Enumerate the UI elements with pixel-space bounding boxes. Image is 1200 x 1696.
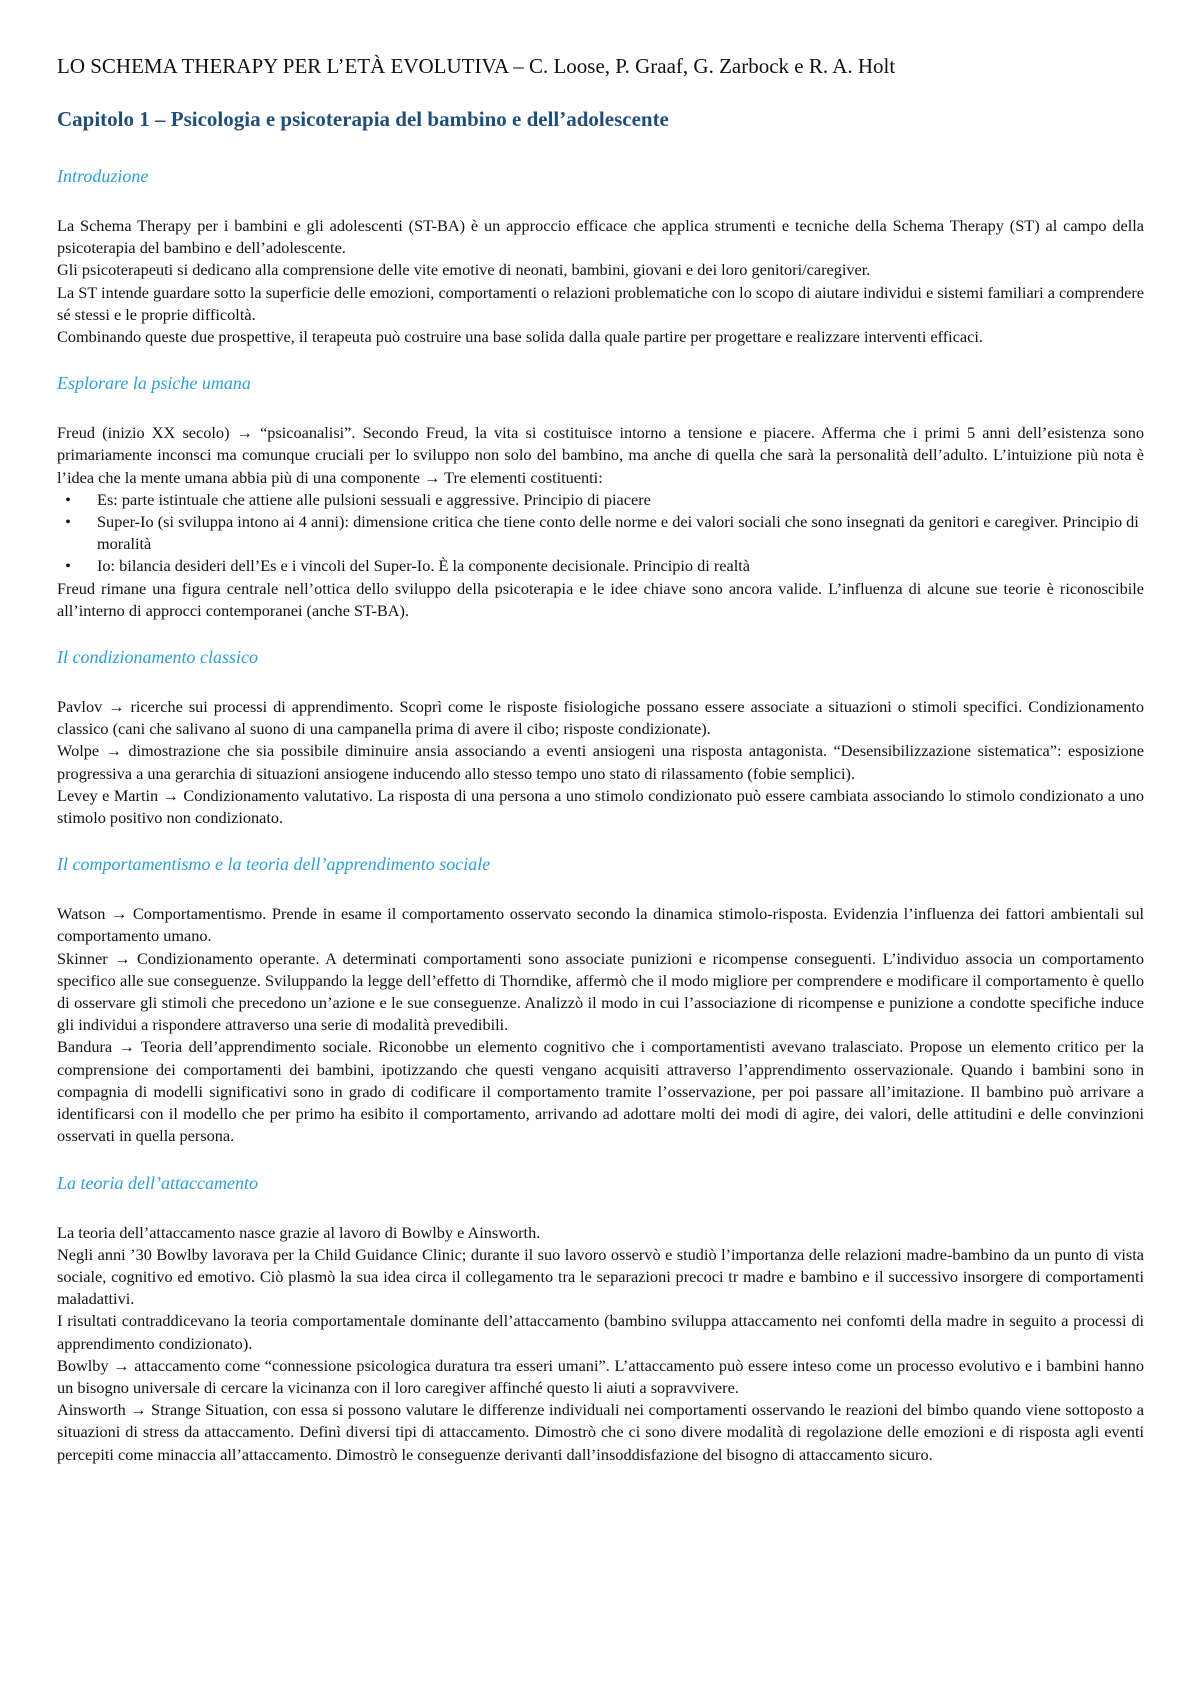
section-body-condizionamento [57, 696, 1144, 829]
paragraph: Freud rimane una figura centrale nell’ottica dello sviluppo della psicoterapia e le idee chiave sono ancora valide. L’influenza di alcune sue teorie è riconoscibile all’interno di approcci contemporanei (anche ST-BA). [57, 578, 1144, 620]
section-heading-comportamentismo: Il comportamentismo e la teoria dell’apprendimento sociale [57, 854, 491, 875]
paragraph: Negli anni ’30 Bowlby lavorava per la Child Guidance Clinic; durante il suo lavoro osservò e studiò l’importanza delle relazioni madre-bambino da un punto di vista sociale, cognitivo ed emotivo. Ciò plasmò la sua idea circa il collegamento tra le separazioni precoci tr madre e bambino e il successivo insorgere di comportamenti maladattivi. [57, 1244, 1144, 1309]
paragraph: La teoria dell’attaccamento nasce grazie al lavoro di Bowlby e Ainsworth. [57, 1222, 541, 1242]
section-heading-attaccamento: La teoria dell’attaccamento [57, 1172, 258, 1193]
paragraph: La ST intende guardare sotto la superficie delle emozioni, comportamenti o relazioni problematiche con lo scopo di aiutare individui e sistemi familiari a comprendere sé stessi e le proprie difficoltà. [57, 282, 1144, 324]
section-body-attaccamento [57, 1222, 1144, 1466]
list-item [65, 555, 1144, 577]
chapter-heading: Capitolo 1 – Psicologia e psicoterapia del bambino e dell’adolescente [57, 107, 669, 131]
bullet-list [57, 489, 1144, 578]
paragraph: La Schema Therapy per i bambini e gli adolescenti (ST-BA) è un approccio efficace che applica strumenti e tecniche della Schema Therapy (ST) al campo della psicoterapia del bambino e dell’adolescente. [57, 216, 1144, 258]
paragraph: Watson → Comportamentismo. Prende in esame il comportamento osservato secondo la dinamica stimolo-risposta. Evidenzia l’influenza dei fattori ambientali sul comportamento umano. [57, 904, 1144, 946]
document-page [57, 54, 1144, 1491]
list-item-text: Super-Io (si sviluppa intono ai 4 anni): dimensione critica che tiene conto delle norme e dei valori sociali che sono insegnati da genitori e caregiver. Principio di moralità [97, 512, 1139, 554]
paragraph: Combinando queste due prospettive, il terapeuta può costruire una base solida dalla quale partire per progettare e realizzare interventi efficaci. [57, 327, 983, 347]
paragraph: I risultati contraddicevano la teoria comportamentale dominante dell’attaccamento (bambino sviluppa attaccamento nei confomti della madre in seguito a processi di apprendimento condizionato). [57, 1311, 1144, 1353]
section-body-comportamentismo [57, 903, 1144, 1147]
bullet-icon: • [65, 556, 71, 576]
list-item-text: Es: parte istintuale che attiene alle pulsioni sessuali e aggressive. Principio di piacere [97, 489, 651, 509]
bullet-icon: • [65, 489, 71, 509]
paragraph: Freud (inizio XX secolo) → “psicoanalisi”. Secondo Freud, la vita si costituisce intorno a tensione e piacere. Afferma che i primi 5 anni dell’esistenza sono primariamente inconsci ma comunque cruciali per lo sviluppo non solo del bambino, ma anche di quella che sarà la personalità dell’adulto. L’intuizione più nota è l’idea che la mente umana abbia più di una componente → Tre elementi costituenti: [57, 423, 1144, 487]
paragraph: Skinner → Condizionamento operante. A determinati comportamenti sono associate punizioni e ricompense conseguenti. L’individuo associa un comportamento specifico alle sue conseguenze. Sviluppando la legge dell’effetto di Thorndike, affermò che il modo migliore per comprendere e modificare il comportamento è quello di osservare gli stimoli che precedono un’azione e le sue conseguenze. Analizzò il modo in cui l’associazione di ricompense e punizione a condotte specifiche induce gli individui a rispondere attraverso una serie di modalità prevedibili. [57, 948, 1144, 1035]
section-heading-introduzione: Introduzione [57, 166, 149, 186]
paragraph: Gli psicoterapeuti si dedicano alla comprensione delle vite emotive di neonati, bambini, giovani e dei loro genitori/caregiver. [57, 260, 871, 280]
paragraph: Levey e Martin → Condizionamento valutativo. La risposta di una persona a uno stimolo condizionato può essere cambiata associando lo stimolo condizionato a uno stimolo positivo non condizionato. [57, 785, 1144, 828]
list-item [65, 489, 1144, 511]
section-heading-psiche: Esplorare la psiche umana [57, 373, 251, 394]
section-body-introduzione [57, 215, 1144, 348]
section-body-psiche [57, 422, 1144, 622]
document-title: LO SCHEMA THERAPY PER L’ETÀ EVOLUTIVA – C. Loose, P. Graaf, G. Zarbock e R. A. Holt [57, 54, 896, 78]
list-item [65, 511, 1144, 555]
section-heading-condizionamento: Il condizionamento classico [57, 647, 258, 668]
list-item-text: Io: bilancia desideri dell’Es e i vincoli del Super-Io. È la componente decisionale. Principio di realtà [97, 556, 750, 576]
paragraph: Bandura → Teoria dell’apprendimento sociale. Riconobbe un elemento cognitivo che i comportamentisti avevano tralasciato. Propose un elemento critico per la comprensione dei comportamenti dei bambini, ipotizzando che questi vengano acquisiti attraverso l’apprendimento osservazionale. Quando i bambini sono in compagnia di modelli significativi sono in grado di codificare il comportamento tramite l’osservazione, per poi passare all’imitazione. Il bambino può arrivare a identificarsi con il modello che per primo ha esibito il comportamento, arrivando ad adottare molti dei modi di agire, dei valori, delle attitudini e delle convinzioni osservati in quella persona. [57, 1037, 1144, 1146]
paragraph: Pavlov → ricerche sui processi di apprendimento. Scoprì come le risposte fisiologiche possano essere associate a situazioni o stimoli specifici. Condizionamento classico (cani che salivano al suono di una campanella prima di avere il cibo; risposte condizionate). [57, 697, 1144, 739]
paragraph: Ainsworth → Strange Situation, con essa si possono valutare le differenze individuali nei comportamenti osservando le reazioni del bimbo quando viene sottoposto a situazioni di stress da attaccamento. Definì diversi tipi di attaccamento. Dimostrò che ci sono divere modalità di regolazione delle emozioni e di risposta agli eventi percepiti come minaccia all’attaccamento. Dimostrò le conseguenze derivanti dall’insoddisfazione del bisogno di attaccamento sicuro. [57, 1400, 1144, 1464]
paragraph: Bowlby → attaccamento come “connessione psicologica duratura tra esseri umani”. L’attaccamento può essere inteso come un processo evolutivo e i bambini hanno un bisogno universale di cercare la vicinanza con il loro caregiver affinché questo li aiuti a sopravvivere. [57, 1355, 1144, 1397]
paragraph: Wolpe → dimostrazione che sia possibile diminuire ansia associando a eventi ansiogeni una risposta antagonista. “Desensibilizzazione sistematica”: esposizione progressiva a una gerarchia di situazioni ansiogene inducendo allo stesso tempo uno stato di rilassamento (fobie semplici). [57, 741, 1144, 783]
bullet-icon: • [65, 512, 71, 532]
